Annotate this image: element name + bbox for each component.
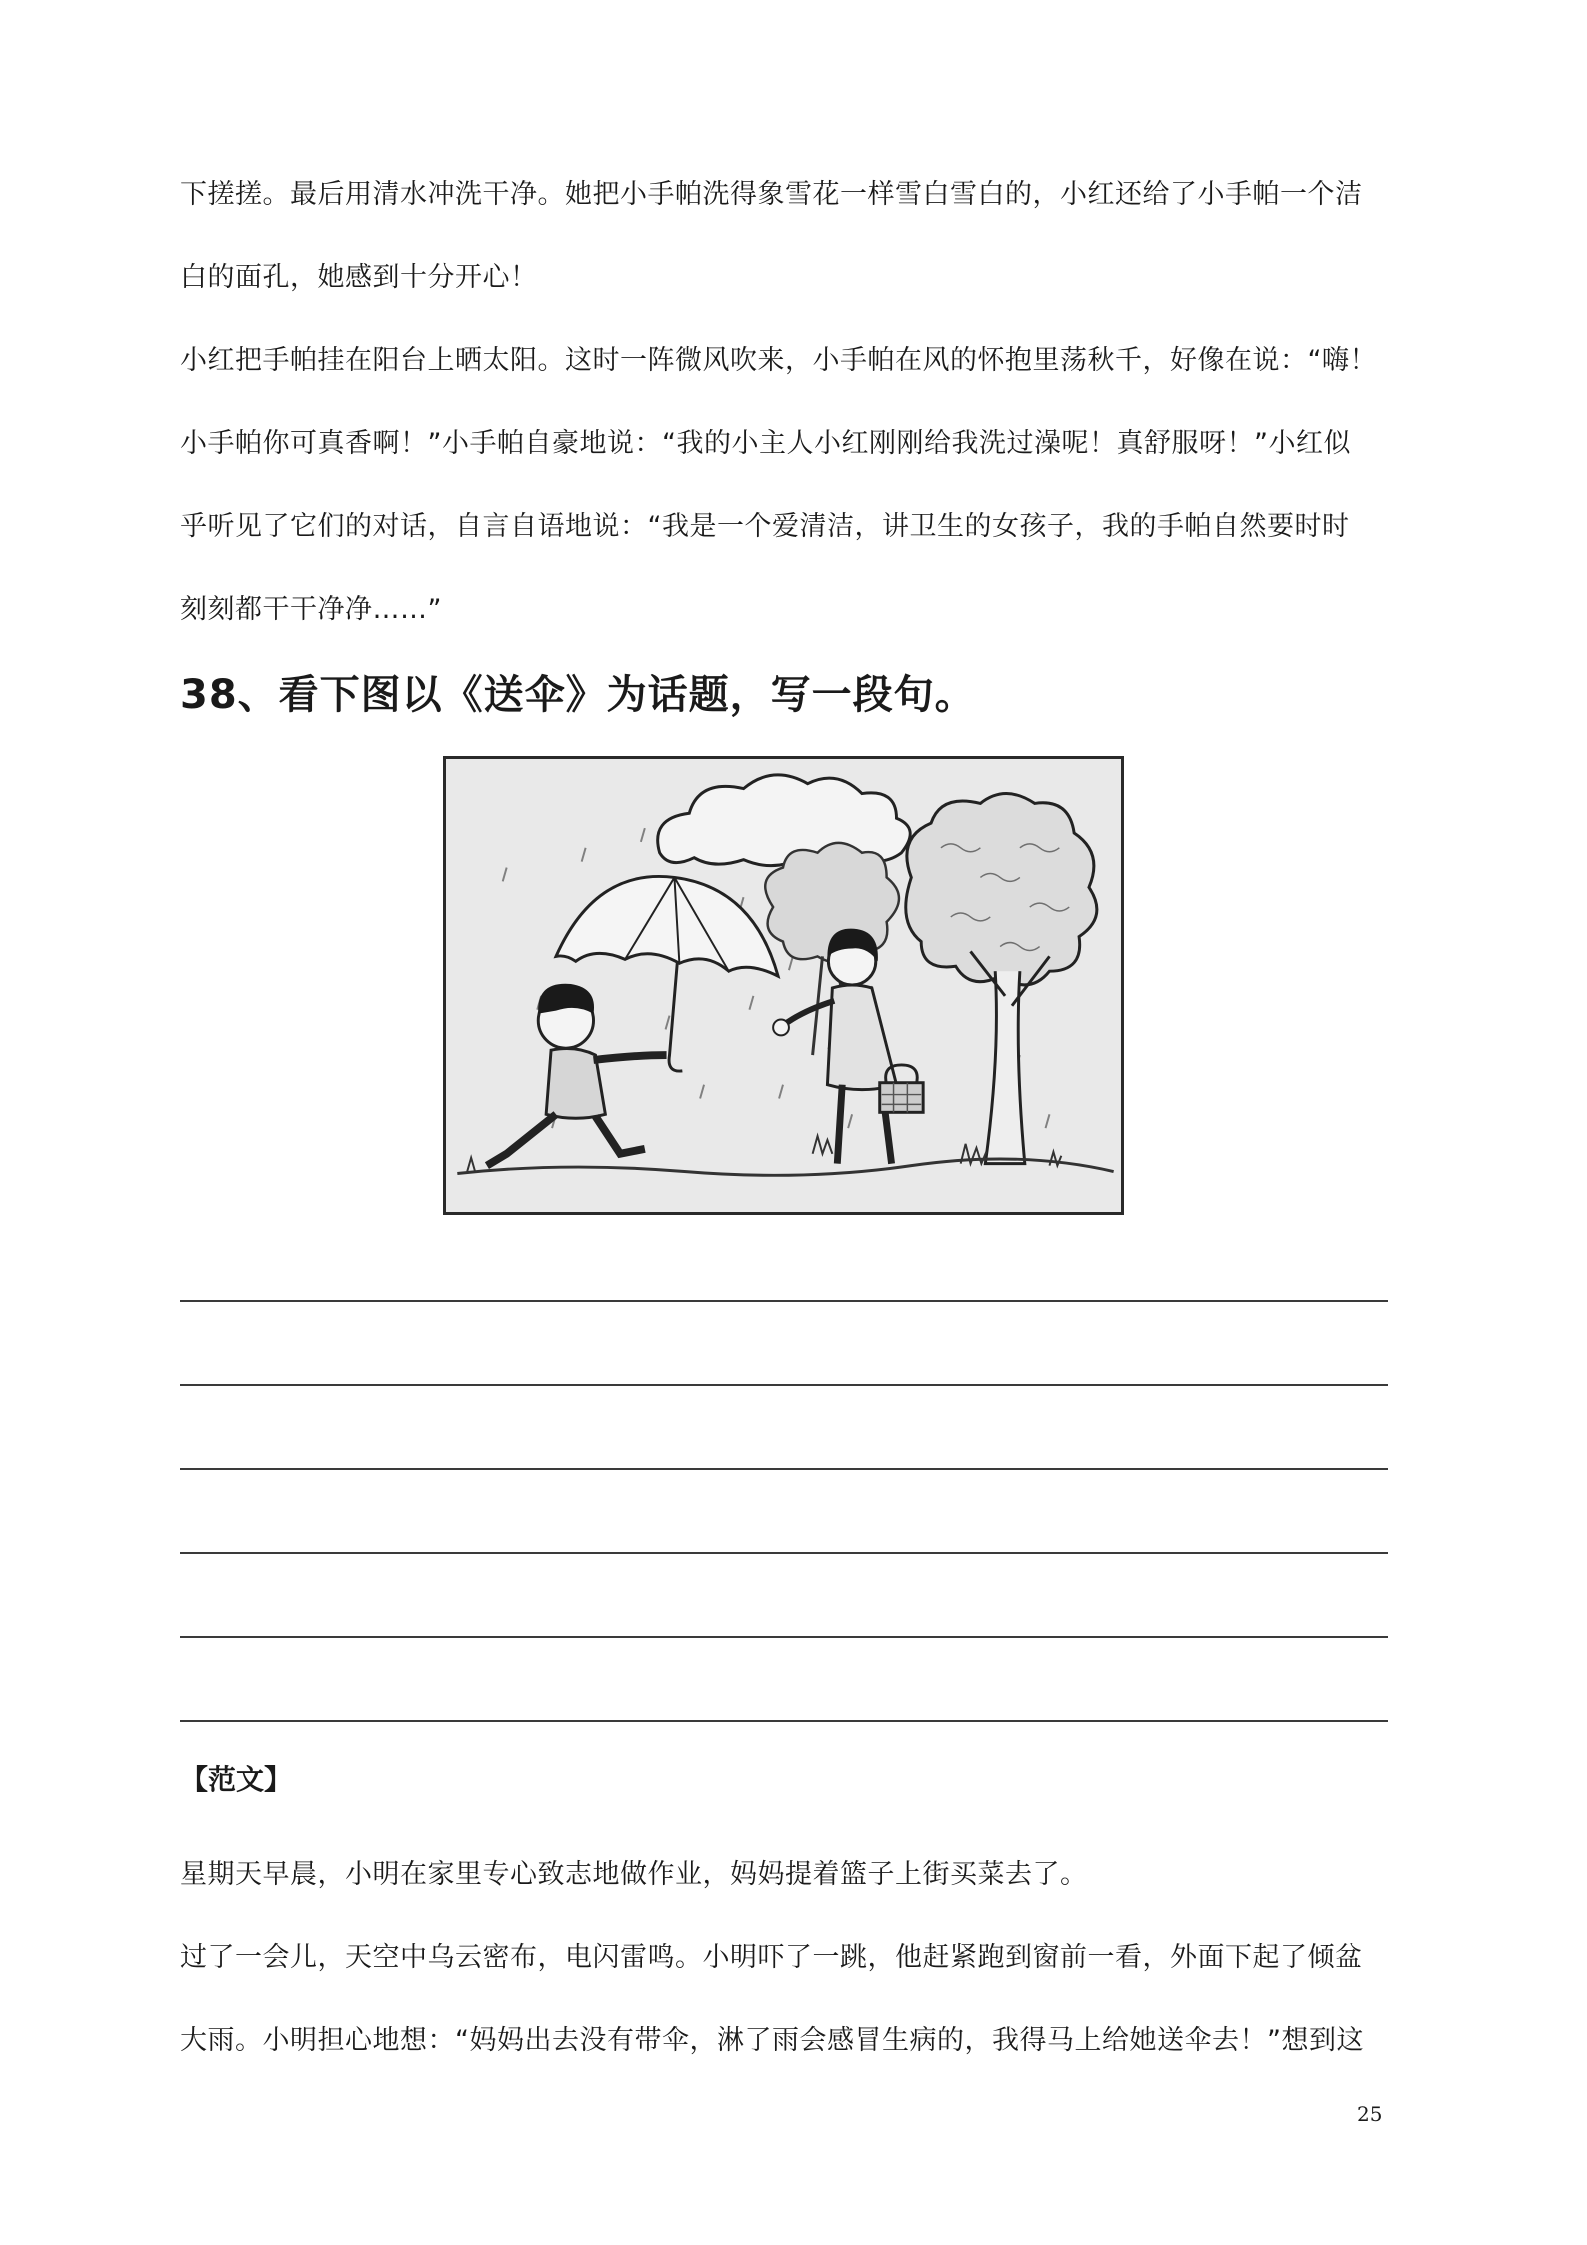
text-line: 乎听见了它们的对话，自言自语地说：“我是一个爱清洁，讲卫生的女孩子，我的手帕自然要时时 <box>180 511 1350 542</box>
umbrella-scene-icon <box>446 759 1121 1212</box>
text-line: 小红把手帕挂在阳台上晒太阳。这时一阵微风吹来，小手帕在风的怀抱里荡秋千，好像在说：“嗨！ <box>180 345 1377 376</box>
page-number: 25 <box>1357 2102 1383 2126</box>
answer-line[interactable] <box>180 1468 1388 1470</box>
text-line: 白的面孔，她感到十分开心！ <box>180 262 538 293</box>
answer-line[interactable] <box>180 1720 1388 1722</box>
text-line: 过了一会儿，天空中乌云密布，电闪雷鸣。小明吓了一跳，他赶紧跑到窗前一看，外面下起了倾盆 <box>180 1942 1363 1973</box>
answer-line[interactable] <box>180 1384 1388 1386</box>
answer-line[interactable] <box>180 1300 1388 1302</box>
illustration-image <box>443 756 1124 1215</box>
text-line: 刻刻都干干净净……” <box>180 594 442 625</box>
text-line: 星期天早晨，小明在家里专心致志地做作业，妈妈提着篮子上街买菜去了。 <box>180 1859 1088 1890</box>
answer-line[interactable] <box>180 1552 1388 1554</box>
sample-heading: 【范文】 <box>180 1763 293 1796</box>
text-line: 大雨。小明担心地想：“妈妈出去没有带伞，淋了雨会感冒生病的，我得马上给她送伞去！”想到这 <box>180 2025 1364 2056</box>
text-line: 小手帕你可真香啊！”小手帕自豪地说：“我的小主人小红刚刚给我洗过澡呢！真舒服呀！”小红似 <box>180 428 1351 459</box>
question-title: 38、看下图以《送伞》为话题，写一段句。 <box>180 672 976 718</box>
answer-line[interactable] <box>180 1636 1388 1638</box>
text-line: 下搓搓。最后用清水冲洗干净。她把小手帕洗得象雪花一样雪白雪白的，小红还给了小手帕一个洁 <box>180 179 1363 210</box>
